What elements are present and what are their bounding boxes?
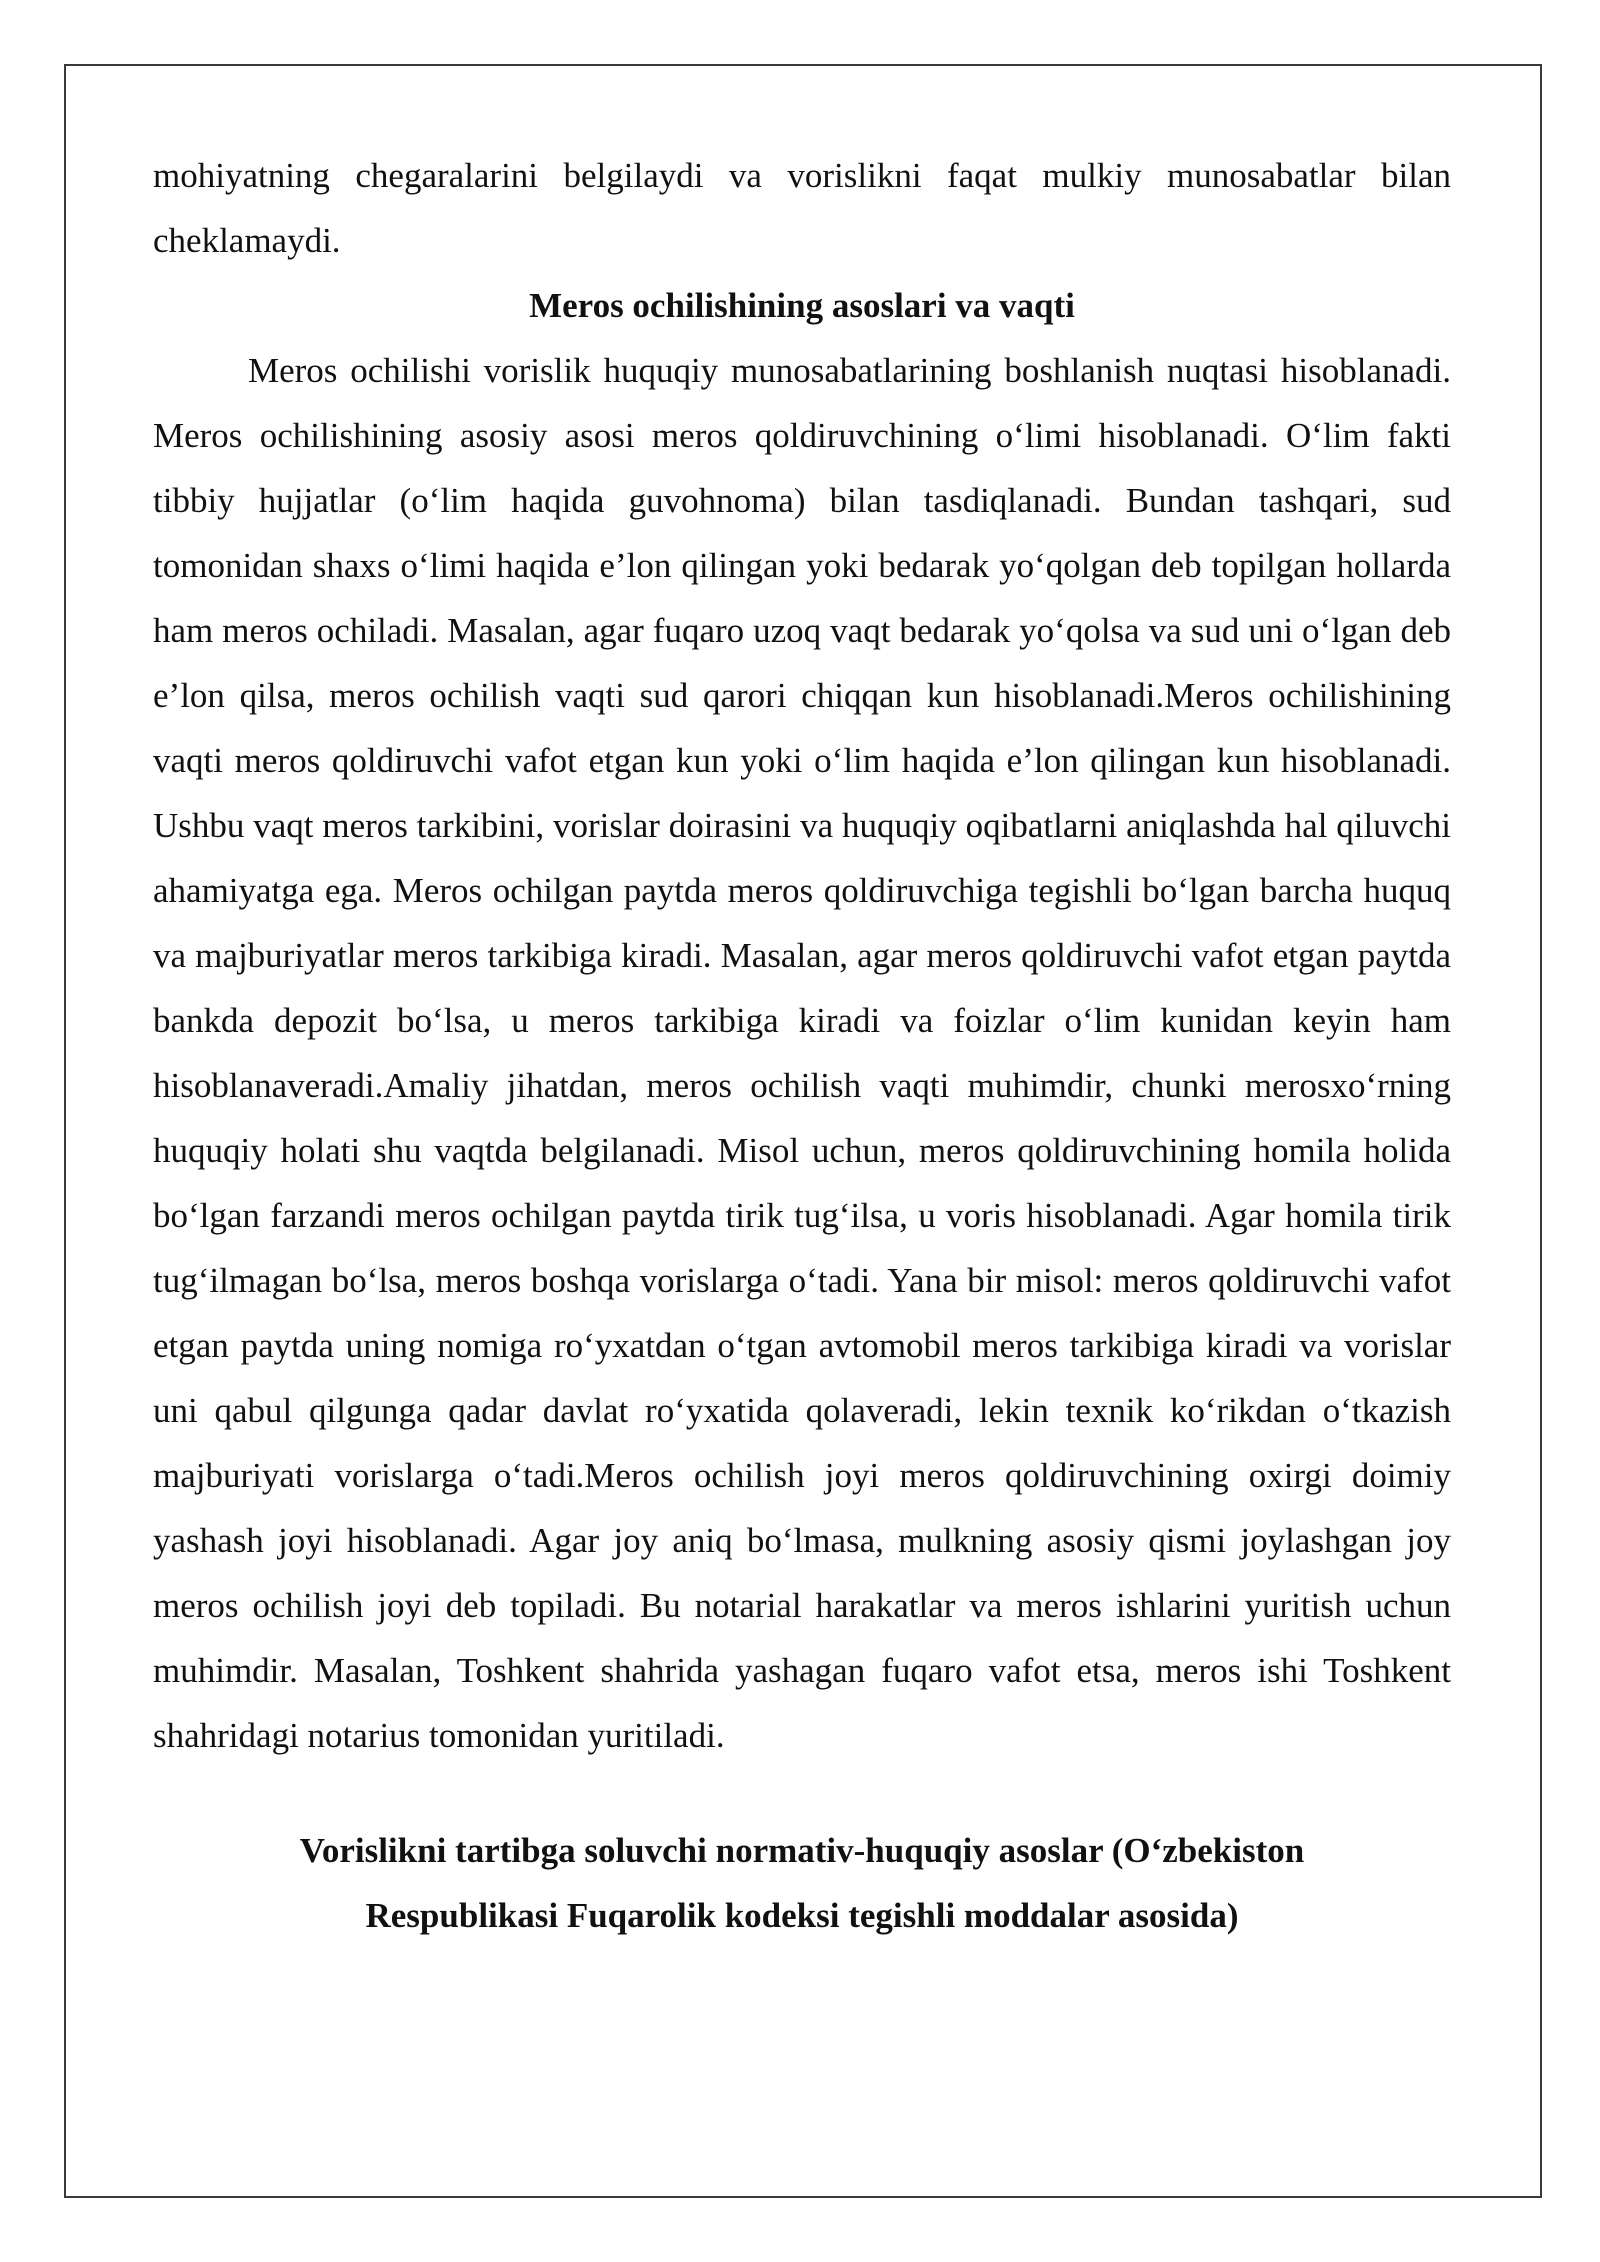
closing-heading-line-2: Respublikasi Fuqarolik kodeksi tegishli moddalar asosida) <box>365 1896 1239 1935</box>
intro-paragraph: mohiyatning chegaralarini belgilaydi va vorislikni faqat mulkiy munosabatlar bilan cheklamaydi. <box>153 156 1451 260</box>
document-body <box>153 143 1451 1948</box>
spacer <box>153 1768 1451 1818</box>
main-paragraph: Meros ochilishi vorislik huquqiy munosabatlarining boshlanish nuqtasi hisoblanadi. Meros ochilishining asosiy asosi meros qoldiruvchining o‘limi hisoblanadi. O‘lim fakti tibbiy hujjatlar (o‘lim haqida guvohnoma) bilan tasdiqlanadi. Bundan tashqari, sud tomonidan shaxs o‘limi haqida e’lon qilingan yoki bedarak yo‘qolgan deb topilgan hollarda ham meros ochiladi. Masalan, agar fuqaro uzoq vaqt bedarak yo‘qolsa va sud uni o‘lgan deb e’lon qilsa, meros ochilish vaqti sud qarori chiqqan kun hisoblanadi.Meros ochilishining vaqti meros qoldiruvchi vafot etgan kun yoki o‘lim haqida e’lon qilingan kun hisoblanadi. Ushbu vaqt meros tarkibini, vorislar doirasini va huquqiy oqibatlarni aniqlashda hal qiluvchi ahamiyatga ega. Meros ochilgan paytda meros qoldiruvchiga tegishli bo‘lgan barcha huquq va majburiyatlar meros tarkibiga kiradi. Masalan, agar meros qoldiruvchi vafot etgan paytda bankda depozit bo‘lsa, u meros tarkibiga kiradi va foizlar o‘lim kunidan keyin ham hisoblanaveradi.Amaliy jihatdan, meros ochilish vaqti muhimdir, chunki merosxo‘rning huquqiy holati shu vaqtda belgilanadi. Misol uchun, meros qoldiruvchining homila holida bo‘lgan farzandi meros ochilgan paytda tirik tug‘ilsa, u voris hisoblanadi. Agar homila tirik tug‘ilmagan bo‘lsa, meros boshqa vorislarga o‘tadi. Yana bir misol: meros qoldiruvchi vafot etgan paytda uning nomiga ro‘yxatdan o‘tgan avtomobil meros tarkibiga kiradi va vorislar uni qabul qilgunga qadar davlat ro‘yxatida qolaveradi, lekin texnik ko‘rikdan o‘tkazish majburiyati vorislarga o‘tadi.Meros ochilish joyi meros qoldiruvchining oxirgi doimiy yashash joyi hisoblanadi. Agar joy aniq bo‘lmasa, mulkning asosiy qismi joylashgan joy meros ochilish joyi deb topiladi. Bu notarial harakatlar va meros ishlarini yuritish uchun muhimdir. Masalan, Toshkent shahrida yashagan fuqaro vafot etsa, meros ishi Toshkent shahridagi notarius tomonidan yuritiladi. <box>153 351 1451 1755</box>
closing-heading <box>153 1818 1451 1948</box>
closing-heading-line-1: Vorislikni tartibga soluvchi normativ-huquqiy asoslar (O‘zbekiston <box>299 1831 1305 1870</box>
section-heading: Meros ochilishining asoslari va vaqti <box>529 286 1075 325</box>
